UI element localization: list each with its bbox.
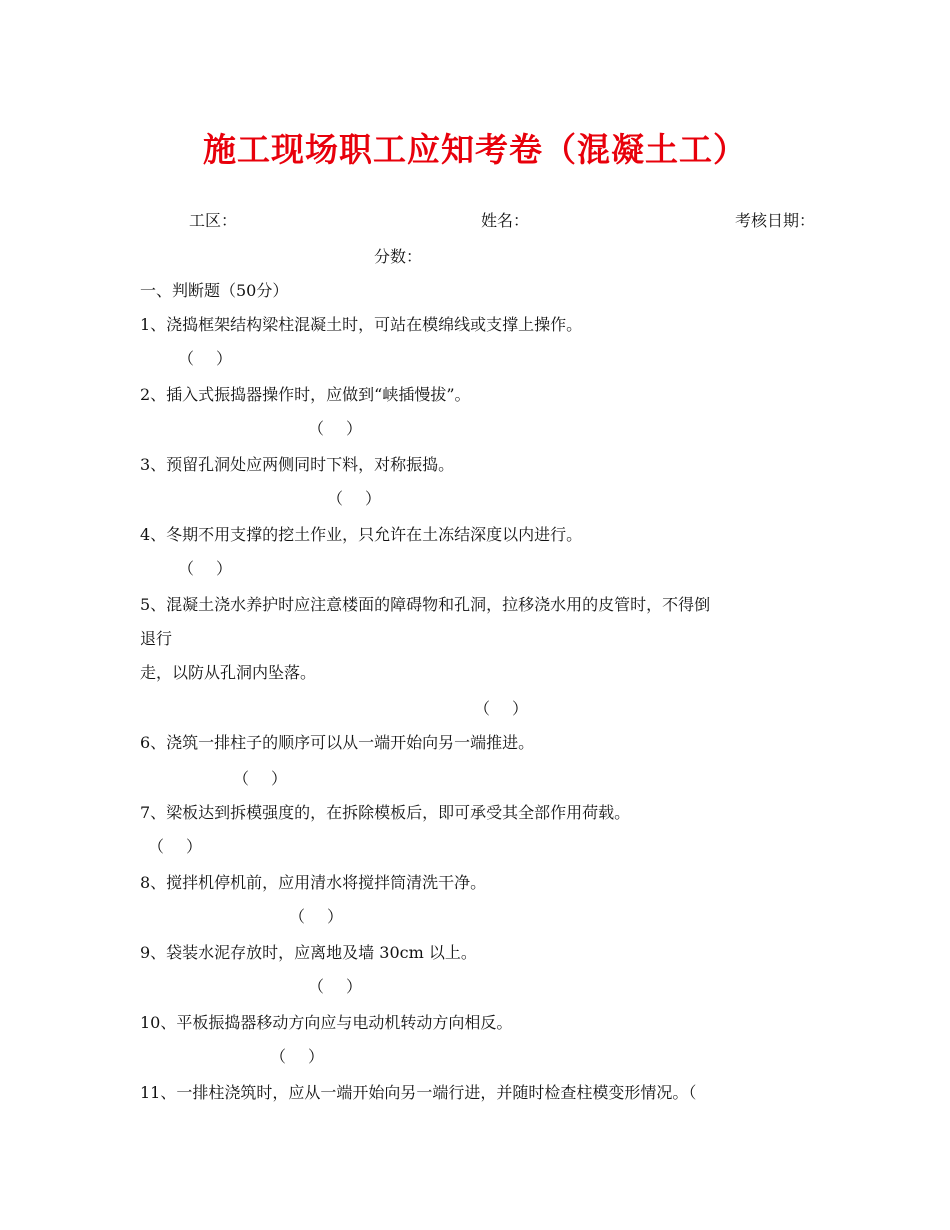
question-1: 1、浇捣框架结构梁柱混凝土时，可站在模绵线或支撑上操作。 [140, 315, 583, 334]
question-2: 2、插入式振捣器操作时，应做到“峡插慢拔”。 [140, 385, 471, 404]
question-5-line-1: 5、混凝土浇水养护时应注意楼面的障碍物和孔洞，拉移浇水用的皮管时，不得倒 [140, 595, 711, 614]
answer-blank-7: （ ） [148, 837, 203, 856]
answer-blank-4: （ ） [178, 559, 233, 578]
question-8: 8、搅拌机停机前，应用清水将搅拌筒清洗干净。 [140, 873, 487, 892]
page-title: 施工现场职工应知考卷（混凝土工） [203, 130, 747, 169]
question-10: 10、平板振捣器移动方向应与电动机转动方向相反。 [140, 1013, 513, 1032]
answer-blank-5: （ ） [474, 699, 529, 718]
exam-date-label: 考核日期： [735, 211, 816, 230]
answer-blank-1: （ ） [178, 349, 233, 368]
question-4: 4、冬期不用支撑的挖土作业，只允许在土冻结深度以内进行。 [140, 525, 583, 544]
name-label: 姓名： [481, 211, 530, 230]
question-6: 6、浇筑一排柱子的顺序可以从一端开始向另一端推进。 [140, 733, 535, 752]
question-5-line-3: 走，以防从孔洞内坠落。 [140, 663, 317, 682]
answer-blank-6: （ ） [233, 769, 288, 788]
question-9: 9、袋装水泥存放时，应离地及墙 30cm 以上。 [140, 943, 477, 962]
question-5-line-2: 退行 [140, 629, 173, 648]
answer-blank-9: （ ） [308, 977, 363, 996]
answer-blank-10: （ ） [270, 1047, 325, 1066]
answer-blank-8: （ ） [289, 907, 344, 926]
work-area-label: 工区： [189, 211, 238, 230]
answer-blank-3: （ ） [327, 489, 382, 508]
question-3: 3、预留孔洞处应两侧同时下料，对称振捣。 [140, 455, 455, 474]
answer-blank-2: （ ） [308, 419, 363, 438]
question-7: 7、梁板达到拆模强度的，在拆除模板后，即可承受其全部作用荷载。 [140, 803, 631, 822]
section-heading: 一、判断题（50分） [140, 281, 289, 300]
score-label: 分数： [374, 247, 423, 266]
question-11: 11、一排柱浇筑时，应从一端开始向另一端行进，并随时检查柱模变形情况。（ [140, 1083, 697, 1102]
